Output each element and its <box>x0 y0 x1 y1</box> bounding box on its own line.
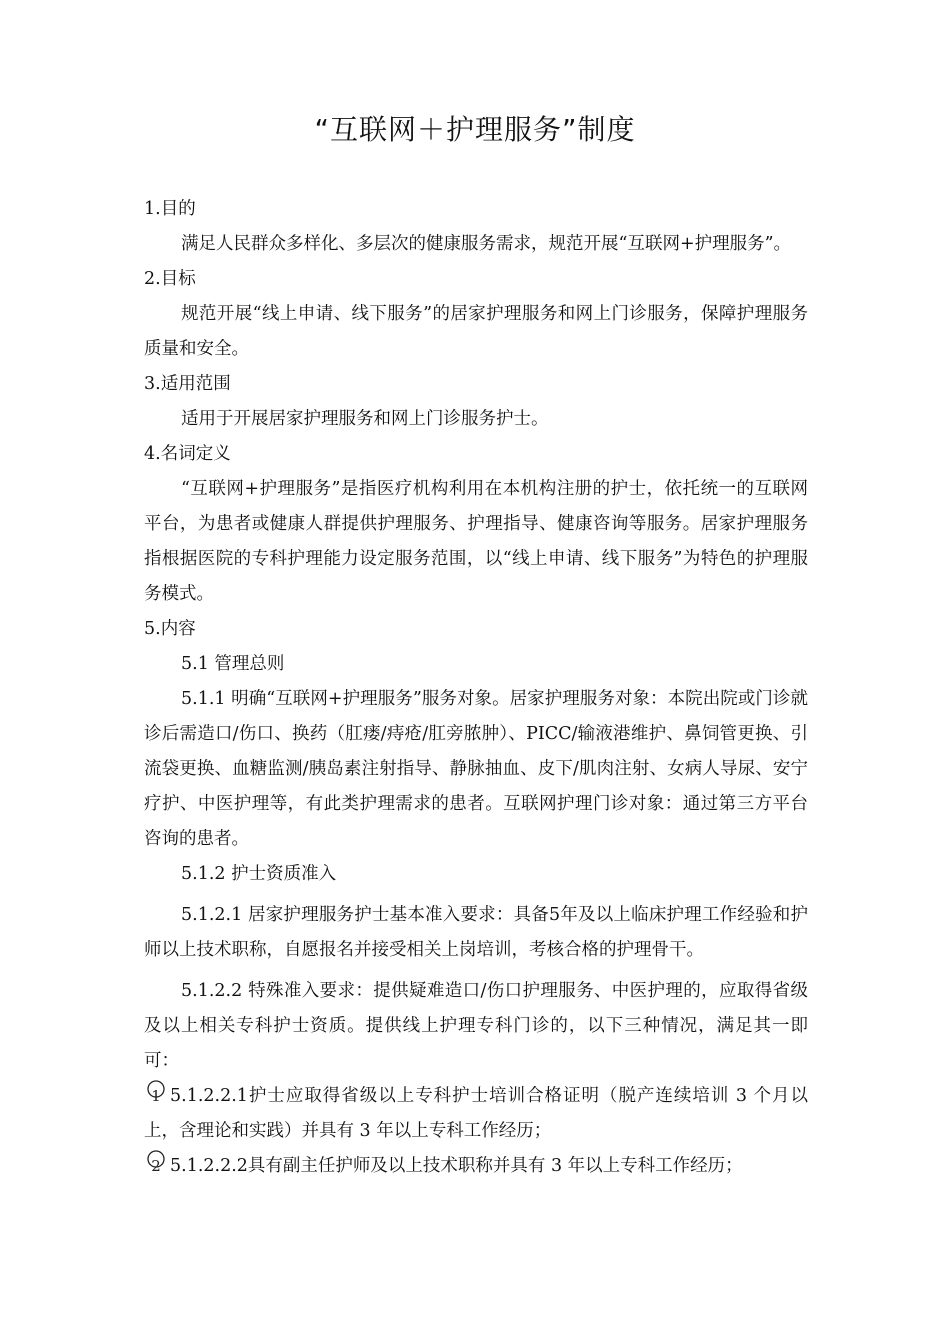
section-5-heading: 5.内容 <box>144 619 196 639</box>
list-item-1 <box>144 1079 808 1149</box>
list-item-1-text: 5.1.2.2.1护士应取得省级以上专科护士培训合格证明（脱产连续培训 3 个月以上，含理论和实践）并具有 3 年以上专科工作经历； <box>144 1086 808 1141</box>
section-3-text: 适用于开展居家护理服务和网上门诊服务护士。 <box>181 409 549 429</box>
section-4-heading: 4.名词定义 <box>144 444 231 464</box>
section-5-1-2-heading: 5.1.2 护士资质准入 <box>181 864 337 884</box>
document-title: “互联网＋护理服务”制度 <box>314 113 636 146</box>
section-5-1-2-1-text: 5.1.2.1 居家护理服务护士基本准入要求：具备5年及以上临床护理工作经验和护师以上技术职称，自愿报名并接受相关上岗培训，考核合格的护理骨干。 <box>144 905 808 960</box>
list-item-2-text: 5.1.2.2.2具有副主任护师及以上技术职称并具有 3 年以上专科工作经历； <box>170 1156 743 1176</box>
section-2-text: 规范开展“线上申请、线下服务”的居家护理服务和网上门诊服务，保障护理服务质量和安全。 <box>144 304 808 359</box>
numbered-circle-icon <box>144 1153 170 1173</box>
section-3-heading: 3.适用范围 <box>144 374 231 394</box>
list-item-1-marker: 1 <box>151 1087 161 1105</box>
section-1-text: 满足人民群众多样化、多层次的健康服务需求，规范开展“互联网+护理服务”。 <box>181 234 792 254</box>
section-2-heading: 2.目标 <box>144 269 196 289</box>
section-5-1-1-text: 5.1.1 明确“互联网+护理服务”服务对象。居家护理服务对象：本院出院或门诊就诊后需造口/伤口、换药（肛瘘/痔疮/肛旁脓肿）、PICC/输液港维护、鼻饲管更换、引流袋更换、血糖监测/胰岛素注射指导、静脉抽血、皮下/肌肉注射、女病人导尿、安宁疗护、中医护理等，有此类护理需求的患者。互联网护理门诊对象：通过第三方平台咨询的患者。 <box>144 689 808 849</box>
numbered-circle-icon <box>144 1083 170 1103</box>
document-body <box>144 192 808 1184</box>
section-1-heading: 1.目的 <box>144 199 196 219</box>
section-5-1-heading: 5.1 管理总则 <box>181 654 285 674</box>
list-item-2-marker: 2 <box>151 1157 161 1175</box>
section-5-1-2-2-text: 5.1.2.2 特殊准入要求：提供疑难造口/伤口护理服务、中医护理的，应取得省级及以上相关专科护士资质。提供线上护理专科门诊的，以下三种情况，满足其一即可： <box>144 981 808 1071</box>
section-4-text: “互联网+护理服务”是指医疗机构利用在本机构注册的护士，依托统一的互联网平台，为患者或健康人群提供护理服务、护理指导、健康咨询等服务。居家护理服务指根据医院的专科护理能力设定服务范围，以“线上申请、线下服务”为特色的护理服务模式。 <box>144 479 808 604</box>
list-item-2 <box>144 1149 808 1184</box>
